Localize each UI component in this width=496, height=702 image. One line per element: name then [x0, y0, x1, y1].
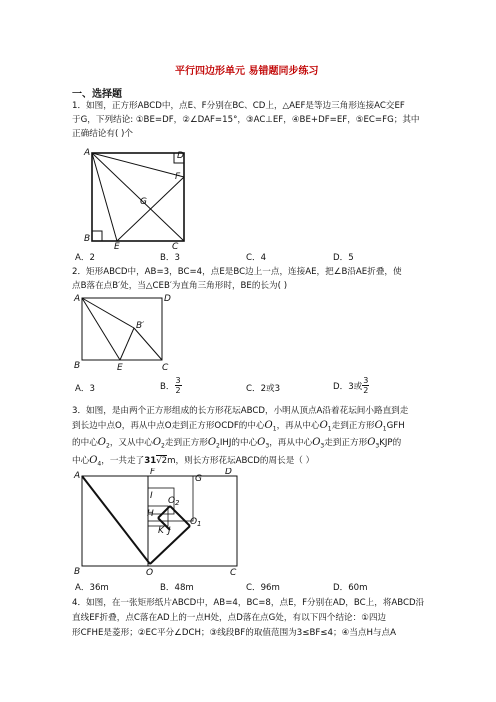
q2-label-E: E — [117, 363, 123, 372]
q2-option-b — [160, 376, 182, 395]
q2-label-C: C — [162, 363, 169, 372]
q2-label-A: A — [74, 294, 81, 304]
q1-option-c: C．4 — [246, 253, 267, 263]
q1-line3: 正确结论有( )个 — [72, 129, 133, 139]
q3-O: O — [264, 420, 273, 431]
q2-option-c: C．2或3 — [246, 384, 281, 394]
q4-line2: 直线EF折叠，点C落在AD上的一点H处，点D落在点G处，有以下四个结论：①四边 — [72, 613, 387, 623]
q2-frac-num-d: 3 — [363, 376, 369, 385]
q1-option-b: B．3 — [160, 253, 180, 263]
q3-label-O2-sub: 2 — [175, 499, 180, 507]
q2-frac-den-d: 2 — [363, 386, 369, 395]
q3-line2: 到长边中点O，再从中点O走到正方形OCDF的中心$O_1$，再从中心$O_1$走到正方形$O_1GFH$ — [72, 420, 405, 433]
q2-option-a: A．3 — [75, 384, 95, 394]
q3-label-D: D — [225, 468, 232, 477]
q3-line3: 的中心$O_2$，又从中心$O_2$走到正方形$O_2IHJ$的中心$O_3$，再从中心$O_3$走到正方形$O_3KJP$的 — [72, 437, 402, 450]
q4-line1: 4．如图，在一张矩形纸片ABCD中，AB=4，BC=8，点E，F分别在AD，BC上，将ABCD沿 — [72, 598, 425, 608]
q1-label-E: E — [114, 242, 120, 250]
q3-label-C: C — [230, 568, 237, 578]
q1-label-A: A — [84, 148, 91, 158]
q1-label-D: D — [177, 151, 184, 161]
q1-label-B: B — [84, 234, 91, 244]
q2-label-Bprime: B′ — [136, 321, 145, 331]
q1-option-d: D．5 — [333, 253, 354, 263]
q2-frac-den: 2 — [175, 386, 181, 395]
q1-line2: 于G，下列结论: ①BE=DF，②∠DAF=15°，③AC⊥EF，④BE+DF=EF，⑤EC=FG；其中 — [72, 115, 420, 125]
q4-line3: 形CFHE是菱形；②EC平分∠DCH；③线段BF的取值范围为3≤BF≤4；④当点H与点A — [72, 628, 396, 638]
q3-label-F: F — [150, 468, 156, 477]
q1-figure — [82, 145, 192, 250]
q2-frac-num: 3 — [175, 376, 181, 385]
q2-option-d — [333, 376, 369, 395]
q3-label-I: I — [150, 491, 153, 501]
q2-line2: 点B落在点B′处，当△CEB′为直角三角形时，BE的长为( ) — [72, 281, 288, 291]
q2-option-b-letter: B． — [160, 381, 175, 392]
q2-label-B: B — [74, 361, 81, 371]
q3-option-a: A．36m — [75, 583, 109, 593]
q1-option-a: A．2 — [75, 253, 95, 263]
q3-label-G: G — [195, 474, 202, 484]
q2-option-d-text: D．3或 — [333, 381, 363, 392]
section-heading: 一、选择题 — [72, 89, 122, 100]
q3-label-O2: O — [168, 496, 176, 506]
q1-line1: 1．如图，正方形ABCD中，点E、F分别在BC、CD上，△AEF是等边三角形连接AC交EF — [72, 101, 405, 111]
q3-line1: 3．如图，是由两个正方形组成的长方形花坛ABCD，小明从顶点A沿着花坛间小路直到走 — [72, 406, 409, 416]
q3-label-B: B — [74, 567, 81, 577]
q1-label-G: G — [140, 197, 147, 207]
q1-label-F: F — [175, 172, 181, 182]
q3-label-O: O — [146, 568, 154, 578]
q3-line4: 中心$O_4$，一共走了31√2m，则长方形花坛ABCD的周长是（ ） — [72, 455, 315, 468]
q3-label-H: H — [147, 509, 154, 519]
q3-label-O1-sub: 1 — [197, 520, 202, 528]
q3-option-d: D．60m — [333, 583, 368, 593]
q2-option-b-fraction — [175, 376, 182, 395]
q3-label-J: J — [168, 526, 171, 536]
q2-line1: 2．矩形ABCD中，AB=3，BC=4，点E是BC边上一点，连接AE，把∠B沿AE折叠，使 — [72, 267, 402, 277]
q3-label-A: A — [74, 471, 81, 481]
q2-label-D: D — [164, 294, 171, 304]
q1-label-C: C — [172, 242, 179, 250]
q3-label-O1: O — [190, 517, 198, 527]
q3-option-c: C．96m — [246, 583, 280, 593]
q3-figure — [70, 468, 245, 578]
q3-label-K: K — [158, 526, 164, 536]
q3-option-b: B．48m — [160, 583, 194, 593]
page-title: 平行四边形单元 易错题同步练习 — [175, 66, 319, 77]
q2-option-d-fraction — [362, 376, 369, 395]
q2-figure — [70, 292, 180, 372]
